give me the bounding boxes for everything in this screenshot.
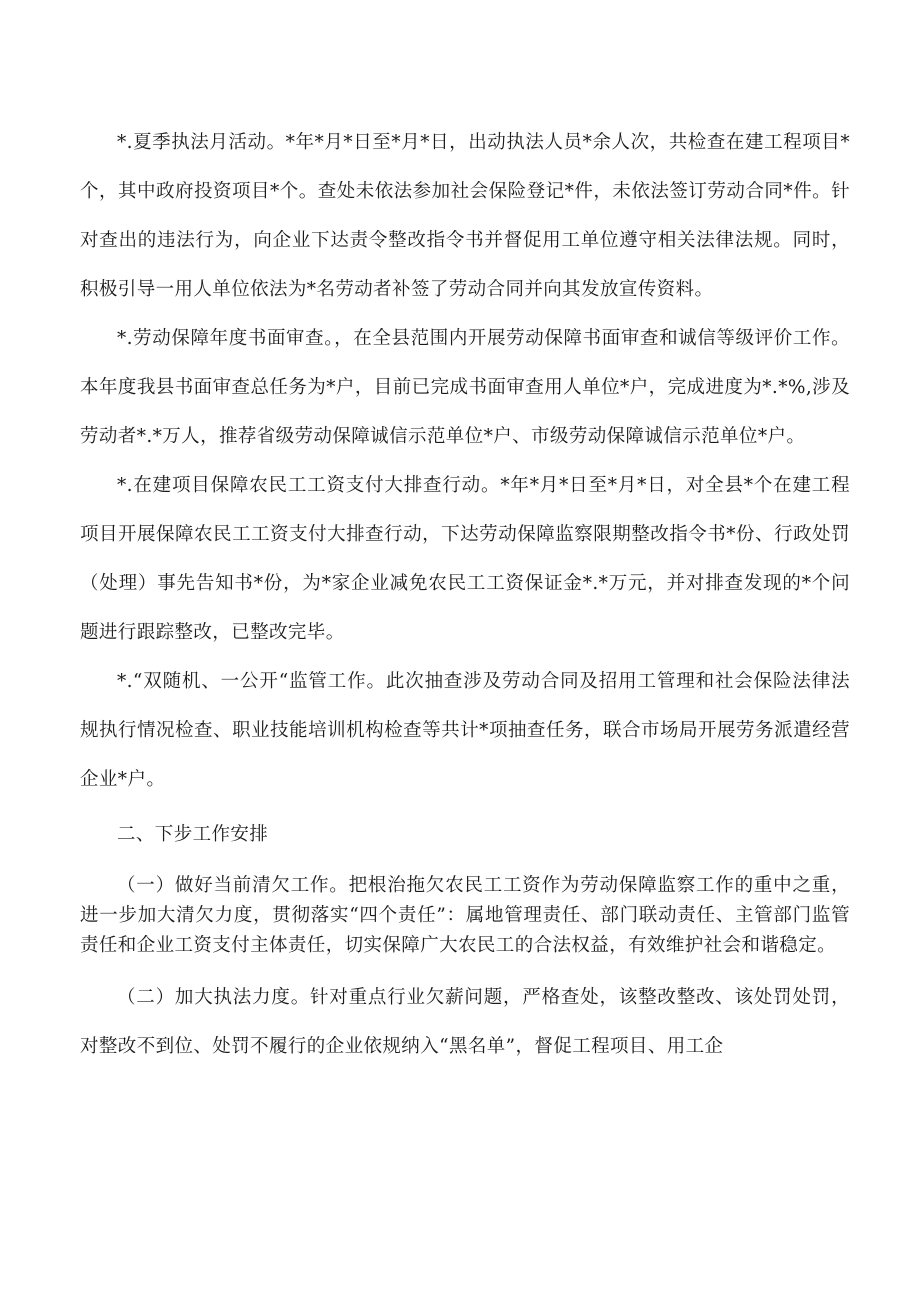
document-body [80, 118, 850, 1071]
paragraph-arrears-clearing: （一）做好当前清欠工作。把根治拖欠农民工工资作为劳动保障监察工作的重中之重，进一步加大清欠力度，贯彻落实“四个责任”：属地管理责任、部门联动责任、主管部门监管责任和企业工资支付主体责任，切实保障广大农民工的合法权益，有效维护社会和谐稳定。 [80, 875, 850, 956]
section-heading-next-steps: 二、下步工作安排 [117, 824, 269, 845]
paragraph-random-inspection: *.“双随机、一公开“监管工作。此次抽查涉及劳动合同及招用工管理和社会保险法律法规执行情况检查、职业技能培训机构检查等共计*项抽查任务，联合市场局开展劳务派遣经营企业*户。 [80, 671, 850, 790]
paragraph-annual-review: *.劳动保障年度书面审查。，在全县范围内开展劳动保障书面审查和诚信等级评价工作。本年度我县书面审查总任务为*户，目前已完成书面审查用人单位*户，完成进度为*.*%,涉及劳动者*.*万人，推荐省级劳动保障诚信示范单位*户、市级劳动保障诚信示范单位*户。 [80, 328, 850, 447]
paragraph-wage-inspection: *.在建项目保障农民工工资支付大排查行动。*年*月*日至*月*日，对全县*个在建工程项目开展保障农民工工资支付大排查行动，下达劳动保障监察限期整改指令书*份、行政处罚（处理）事先告知书*份，为*家企业减免农民工工资保证金*.*万元，并对排查发现的*个问题进行跟踪整改，已整改完毕。 [80, 475, 850, 643]
paragraph-enforcement-intensity: （二）加大执法力度。针对重点行业欠薪问题，严格查处，该整改整改、该处罚处罚，对整改不到位、处罚不履行的企业依规纳入“黑名单”，督促工程项目、用工企 [80, 987, 850, 1057]
paragraph-summer-enforcement: *.夏季执法月活动。*年*月*日至*月*日，出动执法人员*余人次，共检查在建工程项目*个，其中政府投资项目*个。查处未依法参加社会保险登记*件，未依法签订劳动合同*件。针对查出的违法行为，向企业下达责令整改指令书并督促用工单位遵守相关法律法规。同时，积极引导一用人单位依法为*名劳动者补签了劳动合同并向其发放宣传资料。 [80, 132, 850, 300]
